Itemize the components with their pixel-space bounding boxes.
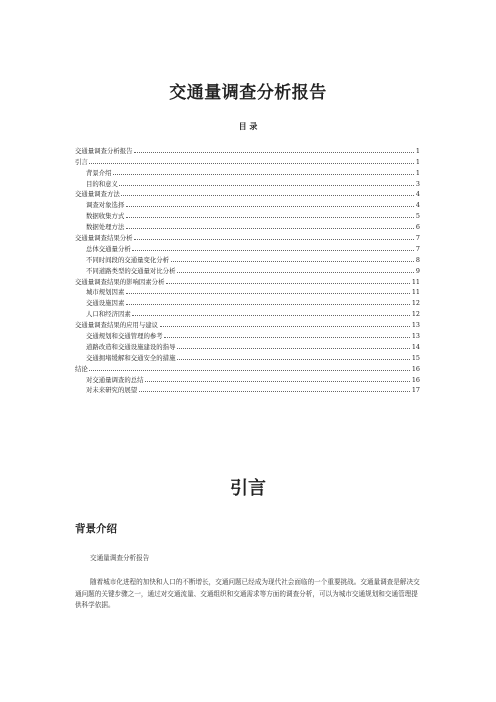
toc-entry[interactable] (75, 275, 420, 286)
toc-entry[interactable] (75, 242, 420, 253)
toc-entry-label: 不同时间段的交通量变化分析 (86, 255, 170, 264)
toc-leader-dots (134, 238, 414, 240)
toc-leader-dots (177, 358, 410, 360)
toc-leader-dots (126, 227, 415, 229)
toc-entry-page: 12 (411, 299, 420, 308)
body-paragraph: 随着城市化进程的加快和人口的不断增长，交通问题已经成为现代社会面临的一个重要挑战。交通量调查是解决交通问题的关键步骤之一，通过对交通流量、交通组织和交通需求等方面的调查分析，可以为城市交通规划和交通管理提供科学依据。 (75, 578, 420, 609)
toc-entry-page: 11 (411, 277, 420, 286)
toc-entry-page: 16 (411, 364, 420, 373)
toc-entry[interactable] (75, 264, 420, 275)
toc-entry[interactable] (75, 373, 420, 384)
toc-entry[interactable] (75, 155, 420, 166)
toc-entry-page: 14 (411, 342, 420, 351)
toc-entry-label: 背景介绍 (86, 168, 112, 177)
toc-entry-page: 3 (415, 179, 420, 188)
subsection-heading: 背景介绍 (75, 523, 117, 535)
toc-entry[interactable] (75, 188, 420, 199)
toc-entry[interactable] (75, 362, 420, 373)
toc-entry-label: 交通量调查结果的应用与建议 (75, 321, 159, 330)
toc-entry-page: 8 (415, 255, 420, 264)
toc-entry-page: 4 (415, 201, 420, 210)
toc-entry-page: 11 (411, 288, 420, 297)
toc-entry-label: 交通拥堵缓解和交通安全的措施 (86, 353, 176, 362)
toc-entry[interactable] (75, 144, 420, 155)
toc-entry[interactable] (75, 177, 420, 188)
toc-entry-label: 目的和意义 (86, 179, 118, 188)
toc-entry[interactable] (75, 351, 420, 362)
toc-entry-label: 交通设施因素 (86, 299, 125, 308)
toc-entry-label: 交通量调查分析报告 (75, 146, 133, 155)
toc-entry-label: 数据处理方法 (86, 223, 125, 232)
toc-entry-page: 1 (415, 146, 420, 155)
table-of-contents (75, 144, 420, 394)
toc-entry-page: 6 (415, 223, 420, 232)
toc-leader-dots (177, 347, 410, 349)
toc-entry-page: 7 (415, 244, 420, 253)
toc-entry[interactable] (75, 296, 420, 307)
toc-entry-label: 城市规划因素 (86, 288, 125, 297)
toc-entry-page: 1 (415, 168, 420, 177)
toc-leader-dots (113, 173, 414, 175)
toc-leader-dots (89, 369, 410, 371)
toc-entry[interactable] (75, 307, 420, 318)
toc-entry-label: 不同道路类型的交通量对比分析 (86, 266, 176, 275)
toc-entry-label: 总体交通量分析 (86, 244, 131, 253)
toc-leader-dots (132, 249, 414, 251)
toc-entry-label: 引言 (75, 157, 88, 166)
toc-leader-dots (126, 216, 415, 218)
toc-leader-dots (119, 184, 414, 186)
toc-leader-dots (166, 282, 410, 284)
toc-leader-dots (171, 260, 415, 262)
toc-leader-dots (89, 162, 414, 164)
toc-leader-dots (126, 303, 411, 305)
toc-entry[interactable] (75, 231, 420, 242)
toc-entry-label: 对交通量调查的总结 (86, 375, 144, 384)
toc-entry[interactable] (75, 209, 420, 220)
toc-leader-dots (164, 336, 410, 338)
section-heading: 引言 (230, 478, 266, 499)
toc-entry-label: 人口和经济因素 (86, 310, 131, 319)
toc-entry-label: 交通量调查结果的影响因素分析 (75, 277, 165, 286)
toc-leader-dots (145, 380, 410, 382)
toc-entry[interactable] (75, 198, 420, 209)
toc-entry[interactable] (75, 318, 420, 329)
toc-entry-page: 4 (415, 190, 420, 199)
toc-leader-dots (160, 325, 411, 327)
toc-entry-page: 13 (411, 332, 420, 341)
toc-entry-page: 13 (411, 321, 420, 330)
toc-entry-page: 5 (415, 212, 420, 221)
toc-heading: 目 录 (238, 121, 258, 131)
toc-entry[interactable] (75, 166, 420, 177)
toc-entry-label: 交通量调查结果分析 (75, 234, 133, 243)
toc-entry-page: 15 (411, 353, 420, 362)
toc-entry-label: 调查对象选择 (86, 201, 125, 210)
toc-entry-page: 17 (411, 386, 420, 395)
toc-entry-page: 7 (415, 234, 420, 243)
toc-entry-label: 对未来研究的展望 (86, 386, 138, 395)
toc-entry[interactable] (75, 253, 420, 264)
toc-entry-label: 道路改造和交通设施建设的指导 (86, 342, 176, 351)
toc-entry-page: 12 (411, 310, 420, 319)
toc-leader-dots (126, 292, 411, 294)
toc-leader-dots (121, 194, 414, 196)
toc-leader-dots (177, 271, 414, 273)
toc-leader-dots (134, 151, 414, 153)
toc-entry-label: 数据收集方式 (86, 212, 125, 221)
document-title: 交通量调查分析报告 (169, 83, 327, 103)
toc-entry-page: 9 (415, 266, 420, 275)
toc-entry[interactable] (75, 340, 420, 351)
toc-entry-label: 交通量调查方法 (75, 190, 120, 199)
toc-entry[interactable] (75, 286, 420, 297)
toc-leader-dots (126, 205, 415, 207)
toc-entry[interactable] (75, 329, 420, 340)
toc-entry-page: 16 (411, 375, 420, 384)
toc-leader-dots (139, 390, 411, 392)
body-paragraph: 交通量调查分析报告 (90, 554, 150, 562)
toc-entry[interactable] (75, 384, 420, 395)
toc-entry[interactable] (75, 220, 420, 231)
toc-entry-label: 结论 (75, 364, 88, 373)
toc-leader-dots (132, 314, 410, 316)
toc-entry-label: 交通规划和交通管理的参考 (86, 332, 163, 341)
toc-entry-page: 1 (415, 157, 420, 166)
